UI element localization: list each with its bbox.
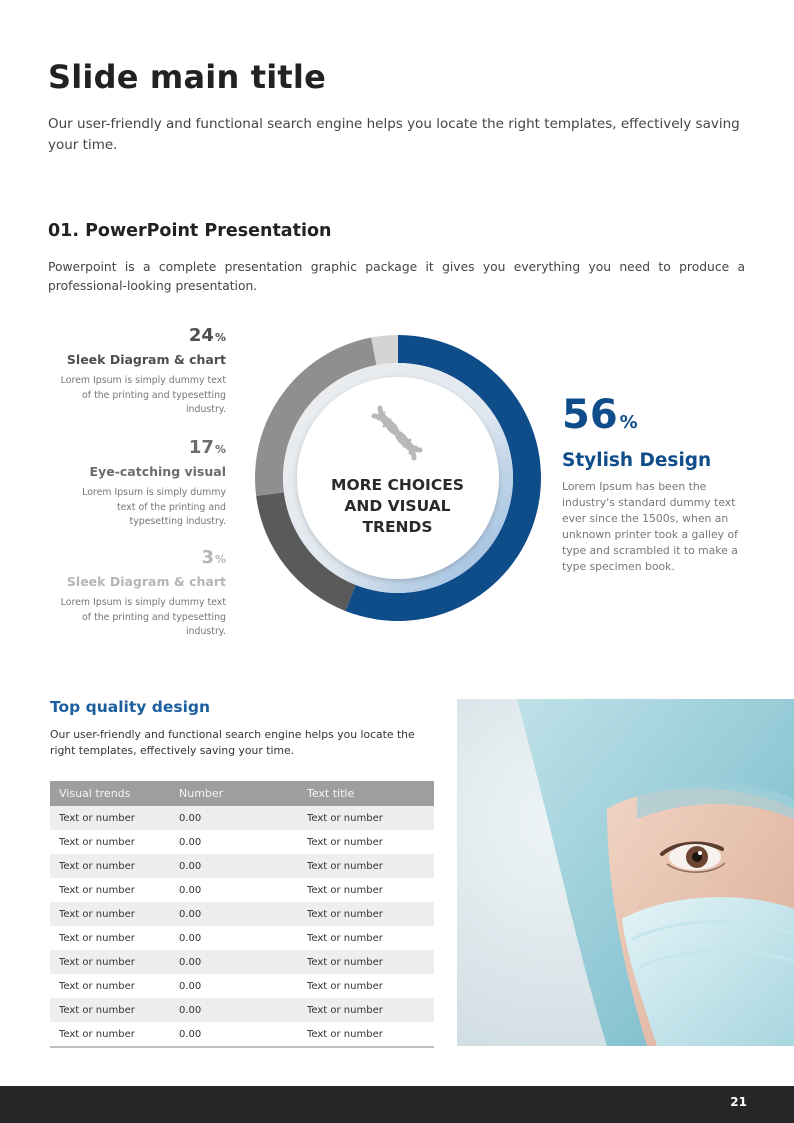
- page-number: 21: [730, 1095, 747, 1109]
- table-cell: 0.00: [179, 836, 202, 848]
- section-title: 01. PowerPoint Presentation: [48, 221, 332, 241]
- table-row: [50, 974, 434, 998]
- highlight-desc: Lorem Ipsum has been the industry's standard dummy text ever since the 1500s, when an unknown printer took a galley of type and scrambled it to make a type specimen book.: [562, 480, 738, 573]
- stat-block-2: [40, 437, 226, 530]
- table-row: [50, 1022, 434, 1046]
- table-cell: Text or number: [59, 980, 135, 992]
- table-cell: Text or number: [307, 884, 383, 896]
- table-cell: Text or number: [307, 908, 383, 920]
- highlight-stat: [562, 392, 738, 575]
- table-row: [50, 806, 434, 830]
- table-cell: Text or number: [59, 884, 135, 896]
- stat-1-label: Sleek Diagram & chart: [66, 352, 226, 367]
- table-header-cell: Visual trends: [59, 787, 131, 800]
- table-header-cell: Number: [179, 787, 224, 800]
- table-header-cell: Text title: [307, 787, 355, 800]
- table-cell: Text or number: [59, 860, 135, 872]
- stat-3-desc: Lorem Ipsum is simply dummy text of the printing and typesetting industry.: [60, 597, 226, 637]
- table-cell: Text or number: [307, 980, 383, 992]
- stat-3-value: 3%: [201, 547, 226, 568]
- highlight-value: 56 %: [562, 392, 638, 438]
- table-cell: Text or number: [59, 836, 135, 848]
- stat-block-1: [40, 325, 226, 418]
- table-cell: 0.00: [179, 980, 202, 992]
- table-cell: 0.00: [179, 860, 202, 872]
- table-cell: Text or number: [59, 812, 135, 824]
- table-cell: Text or number: [307, 860, 383, 872]
- table-row: [50, 878, 434, 902]
- stat-block-3: [40, 547, 226, 640]
- intro-text: Our user-friendly and functional search engine helps you locate the right templates, effectively saving your time.: [48, 116, 740, 153]
- page-title: Slide main title: [48, 58, 326, 96]
- quality-text: Our user-friendly and functional search engine helps you locate the right templates, effectively saving your time.: [50, 728, 415, 757]
- surgeon-photo: [457, 699, 794, 1046]
- table-cell: Text or number: [59, 956, 135, 968]
- table-cell: Text or number: [307, 812, 383, 824]
- table-cell: Text or number: [59, 932, 135, 944]
- table-header: [50, 781, 434, 806]
- table-cell: Text or number: [307, 836, 383, 848]
- footer-bar: [0, 1086, 794, 1123]
- section-text: Powerpoint is a complete presentation graphic package it gives you everything you need to produce a professional-looking presentation.: [48, 260, 745, 293]
- table-row: [50, 854, 434, 878]
- table-row: [50, 950, 434, 974]
- table-cell: 0.00: [179, 1028, 202, 1040]
- table-cell: 0.00: [179, 908, 202, 920]
- stat-2-value: 17%: [188, 437, 226, 458]
- dna-icon: [366, 402, 428, 464]
- table-cell: Text or number: [307, 932, 383, 944]
- stat-2-label: Eye-catching visual: [89, 464, 226, 479]
- donut-center-text: MORE CHOICES AND VISUAL TRENDS: [331, 476, 464, 536]
- table-cell: 0.00: [179, 1004, 202, 1016]
- table-row: [50, 998, 434, 1022]
- table-row: [50, 830, 434, 854]
- stat-2-desc: Lorem Ipsum is simply dummy text of the printing and typesetting industry.: [82, 487, 226, 527]
- table-row: [50, 902, 434, 926]
- highlight-label: Stylish Design: [562, 450, 712, 471]
- data-table: [50, 781, 434, 1048]
- table-cell: Text or number: [59, 1028, 135, 1040]
- table-cell: 0.00: [179, 956, 202, 968]
- table-row: [50, 926, 434, 950]
- table-cell: Text or number: [59, 1004, 135, 1016]
- table-cell: Text or number: [307, 956, 383, 968]
- stat-3-label: Sleek Diagram & chart: [66, 574, 226, 589]
- table-body: [50, 806, 434, 1046]
- table-cell: 0.00: [179, 932, 202, 944]
- stat-1-desc: Lorem Ipsum is simply dummy text of the printing and typesetting industry.: [60, 375, 226, 415]
- stat-1-value: 24%: [188, 325, 226, 346]
- quality-title: Top quality design: [50, 698, 211, 716]
- table-cell: Text or number: [59, 908, 135, 920]
- table-cell: Text or number: [307, 1004, 383, 1016]
- table-cell: 0.00: [179, 812, 202, 824]
- table-cell: Text or number: [307, 1028, 383, 1040]
- table-cell: 0.00: [179, 884, 202, 896]
